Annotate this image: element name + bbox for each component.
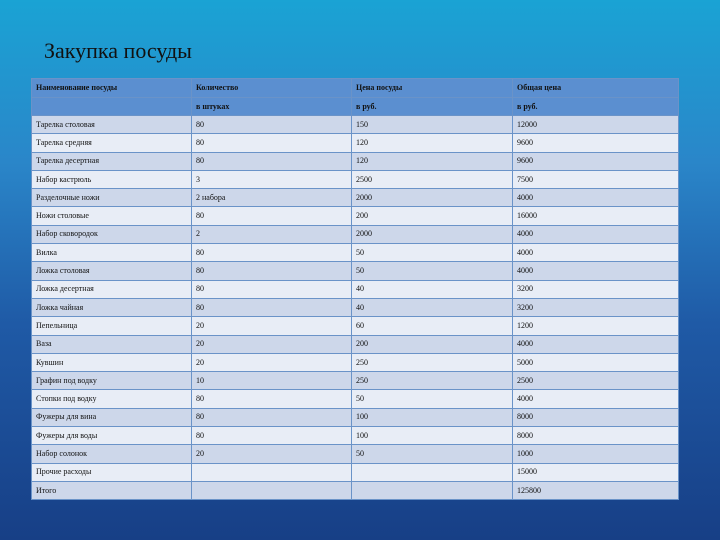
- cell-item-name: Пепельница: [32, 317, 192, 335]
- cell-total: 3200: [513, 298, 679, 316]
- cell-total: 1200: [513, 317, 679, 335]
- cell-total: 9600: [513, 152, 679, 170]
- cell-price: 150: [352, 116, 513, 134]
- cell-quantity: 80: [192, 134, 352, 152]
- header-quantity: Количество: [192, 79, 352, 98]
- cell-item-name: Тарелка десертная: [32, 152, 192, 170]
- cell-price: 100: [352, 427, 513, 445]
- cell-total: 7500: [513, 170, 679, 188]
- cell-total: 16000: [513, 207, 679, 225]
- table-row: [32, 225, 679, 243]
- cell-total: 2500: [513, 372, 679, 390]
- cell-item-name: Фужеры для вина: [32, 408, 192, 426]
- table-row: [32, 353, 679, 371]
- cell-item-name: Вилка: [32, 244, 192, 262]
- cell-total: 1000: [513, 445, 679, 463]
- header-item-name-unit: [32, 98, 192, 116]
- table-header-row: [32, 79, 679, 98]
- cell-quantity: 80: [192, 262, 352, 280]
- cell-quantity: 80: [192, 207, 352, 225]
- table-row: [32, 298, 679, 316]
- cell-total: 4000: [513, 244, 679, 262]
- cell-total: 3200: [513, 280, 679, 298]
- cell-quantity: [192, 463, 352, 481]
- table-row: [32, 244, 679, 262]
- table-row: [32, 463, 679, 481]
- cell-total: 4000: [513, 335, 679, 353]
- cell-price: [352, 481, 513, 499]
- cell-price: 40: [352, 298, 513, 316]
- cell-price: 50: [352, 390, 513, 408]
- cell-price: 2000: [352, 225, 513, 243]
- cell-item-name: Набор сковородок: [32, 225, 192, 243]
- header-item-name: Наименование посуды: [32, 79, 192, 98]
- cell-quantity: 80: [192, 408, 352, 426]
- cell-item-name: Графин под водку: [32, 372, 192, 390]
- cell-item-name: Прочие расходы: [32, 463, 192, 481]
- cell-quantity: 20: [192, 335, 352, 353]
- cell-total: 4000: [513, 262, 679, 280]
- table-row: [32, 170, 679, 188]
- header-price-unit: в руб.: [352, 98, 513, 116]
- cell-price: 2000: [352, 189, 513, 207]
- cell-price: 50: [352, 445, 513, 463]
- cell-total: 125800: [513, 481, 679, 499]
- cell-quantity: 2: [192, 225, 352, 243]
- cell-total: 4000: [513, 189, 679, 207]
- header-total: Общая цена: [513, 79, 679, 98]
- cell-quantity: 20: [192, 317, 352, 335]
- cell-price: 2500: [352, 170, 513, 188]
- cell-price: 100: [352, 408, 513, 426]
- cell-price: 40: [352, 280, 513, 298]
- cell-item-name: Ножи столовые: [32, 207, 192, 225]
- cell-price: 120: [352, 152, 513, 170]
- cell-price: 200: [352, 207, 513, 225]
- table-header-units-row: [32, 98, 679, 116]
- cell-quantity: 80: [192, 244, 352, 262]
- table-row: [32, 152, 679, 170]
- cell-item-name: Ложка чайная: [32, 298, 192, 316]
- cell-item-name: Ваза: [32, 335, 192, 353]
- table-row: [32, 317, 679, 335]
- cell-quantity: 80: [192, 280, 352, 298]
- cell-total: 4000: [513, 390, 679, 408]
- cell-price: 250: [352, 372, 513, 390]
- table-body: [32, 116, 679, 500]
- cell-item-name: Кувшин: [32, 353, 192, 371]
- cell-item-name: Набор солонок: [32, 445, 192, 463]
- table-row: [32, 427, 679, 445]
- cell-total: 9600: [513, 134, 679, 152]
- table-row: [32, 207, 679, 225]
- cell-price: 60: [352, 317, 513, 335]
- cell-item-name: Разделочные ножи: [32, 189, 192, 207]
- cell-quantity: 80: [192, 116, 352, 134]
- cell-price: [352, 463, 513, 481]
- cell-price: 200: [352, 335, 513, 353]
- cell-price: 250: [352, 353, 513, 371]
- table-row: [32, 481, 679, 499]
- table-row: [32, 280, 679, 298]
- cell-quantity: 80: [192, 152, 352, 170]
- cell-item-name: Ложка десертная: [32, 280, 192, 298]
- header-quantity-unit: в штуках: [192, 98, 352, 116]
- cell-price: 120: [352, 134, 513, 152]
- cell-quantity: 2 набора: [192, 189, 352, 207]
- table-row: [32, 372, 679, 390]
- cell-item-name: Итого: [32, 481, 192, 499]
- cell-item-name: Набор кастрюль: [32, 170, 192, 188]
- cell-quantity: 20: [192, 353, 352, 371]
- cell-quantity: [192, 481, 352, 499]
- table-row: [32, 445, 679, 463]
- header-price: Цена посуды: [352, 79, 513, 98]
- cell-total: 12000: [513, 116, 679, 134]
- cell-total: 8000: [513, 427, 679, 445]
- table-row: [32, 262, 679, 280]
- cell-price: 50: [352, 244, 513, 262]
- cell-quantity: 20: [192, 445, 352, 463]
- cell-item-name: Фужеры для воды: [32, 427, 192, 445]
- table-row: [32, 390, 679, 408]
- cell-total: 8000: [513, 408, 679, 426]
- cell-quantity: 3: [192, 170, 352, 188]
- cell-item-name: Стопки под водку: [32, 390, 192, 408]
- cell-item-name: Тарелка средняя: [32, 134, 192, 152]
- cell-total: 15000: [513, 463, 679, 481]
- header-total-unit: в руб.: [513, 98, 679, 116]
- cell-quantity: 10: [192, 372, 352, 390]
- cell-quantity: 80: [192, 298, 352, 316]
- cell-item-name: Ложка столовая: [32, 262, 192, 280]
- table-row: [32, 335, 679, 353]
- purchase-table: [31, 78, 679, 500]
- cell-price: 50: [352, 262, 513, 280]
- table-row: [32, 189, 679, 207]
- table-row: [32, 408, 679, 426]
- cell-item-name: Тарелка столовая: [32, 116, 192, 134]
- cell-total: 5000: [513, 353, 679, 371]
- table-row: [32, 116, 679, 134]
- table-row: [32, 134, 679, 152]
- cell-total: 4000: [513, 225, 679, 243]
- slide-title: Закупка посуды: [44, 38, 192, 63]
- cell-quantity: 80: [192, 390, 352, 408]
- cell-quantity: 80: [192, 427, 352, 445]
